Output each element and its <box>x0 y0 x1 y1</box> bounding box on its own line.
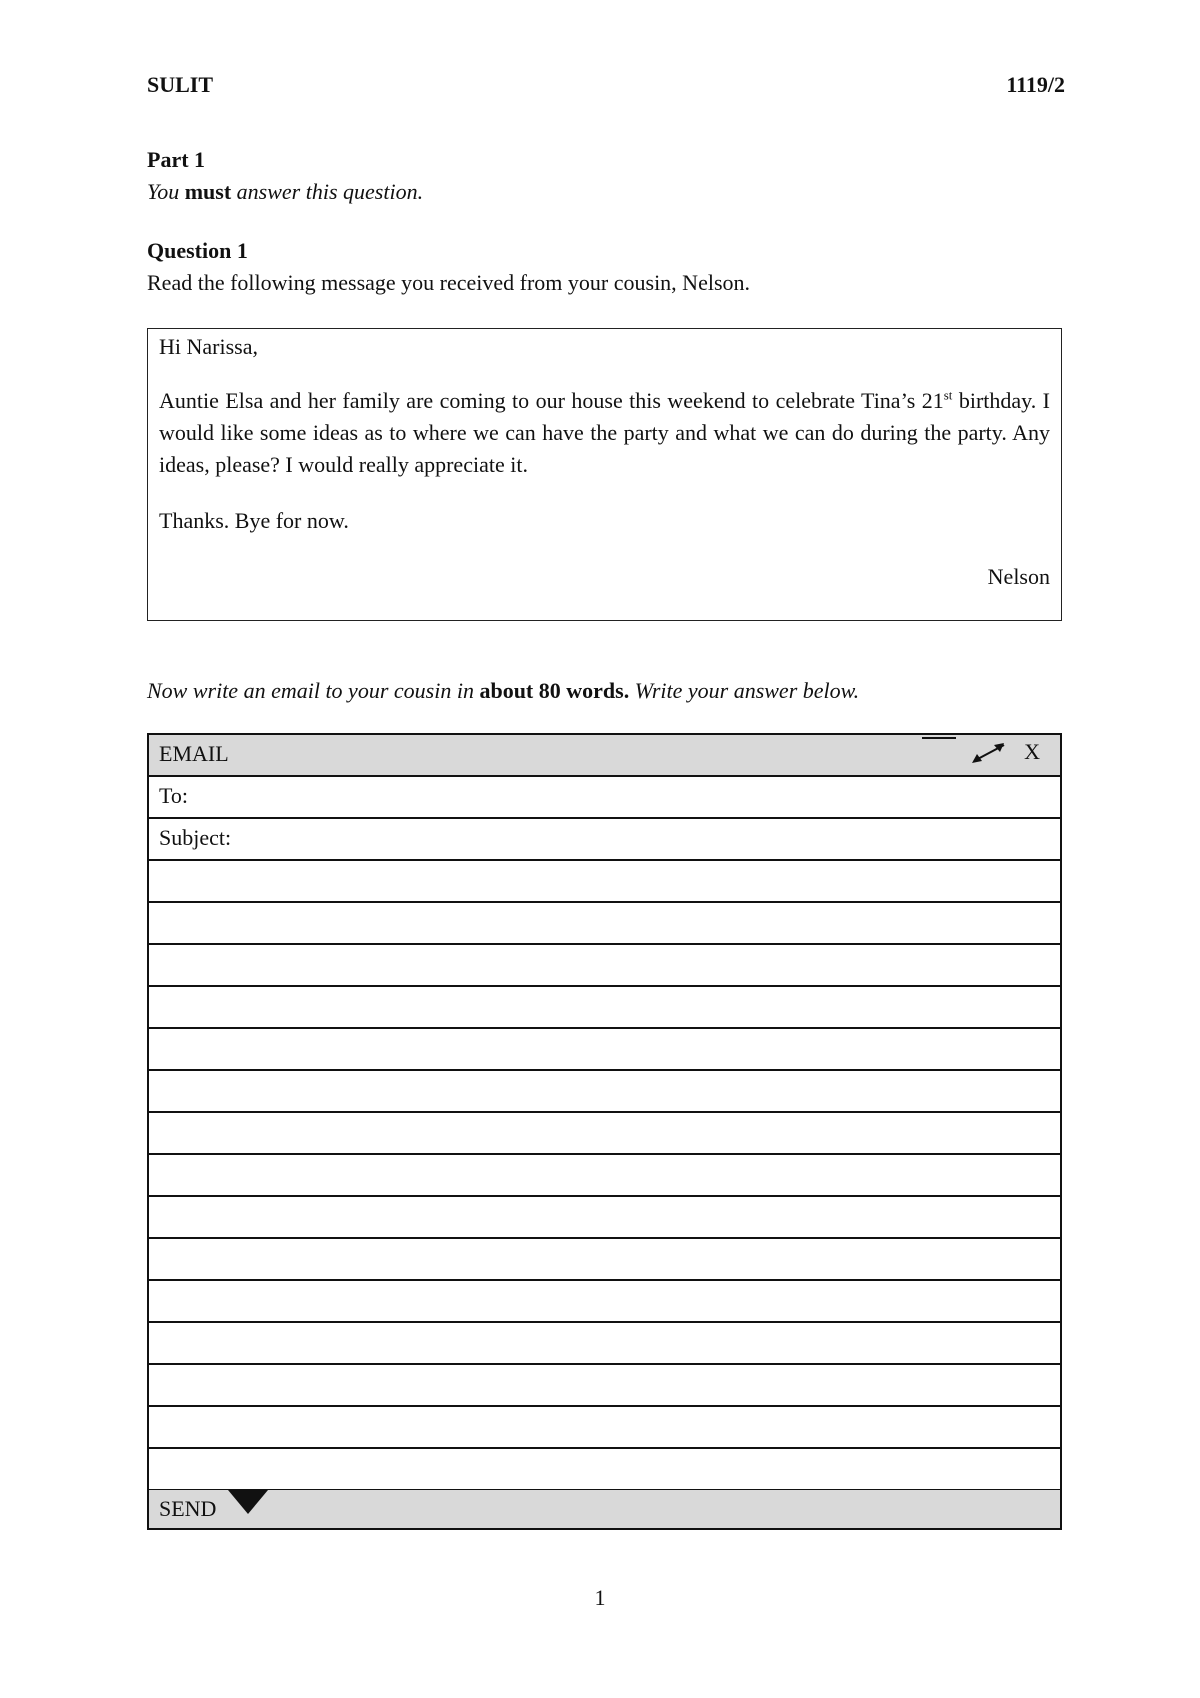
part-title: Part 1 <box>147 147 206 172</box>
page-number: 1 <box>594 1585 606 1610</box>
message-body-part2: birthday. I would like some ideas as to where we can have the party and what we can do during the party. Any ideas, please? I would really appreciate it. <box>159 388 1050 477</box>
send-label[interactable]: SEND <box>159 1496 217 1521</box>
answer-line[interactable] <box>149 861 1060 903</box>
task-instruction <box>147 676 859 706</box>
part-instruction <box>147 177 423 207</box>
message-closing: Thanks. Bye for now. <box>159 508 349 533</box>
message-box <box>147 328 1062 621</box>
email-to-field[interactable] <box>149 777 1060 819</box>
message-body-superscript: st <box>943 387 953 403</box>
answer-line[interactable] <box>149 903 1060 945</box>
instruction-pre: You <box>147 179 180 204</box>
close-icon[interactable]: X <box>1024 739 1040 764</box>
answer-line[interactable] <box>149 1449 1060 1491</box>
question-prompt: Read the following message you received from your cousin, Nelson. <box>147 270 751 295</box>
answer-line[interactable] <box>149 1029 1060 1071</box>
subject-label: Subject: <box>159 825 232 850</box>
email-subject-field[interactable] <box>149 819 1060 861</box>
send-arrow-icon[interactable] <box>228 1490 268 1514</box>
answer-line[interactable] <box>149 1323 1060 1365</box>
answer-line[interactable] <box>149 1155 1060 1197</box>
message-signature: Nelson <box>987 564 1050 589</box>
answer-line[interactable] <box>149 1365 1060 1407</box>
to-label: To: <box>159 783 189 808</box>
task-pre: Now write an email to your cousin in <box>147 678 474 703</box>
answer-line[interactable] <box>149 1407 1060 1449</box>
question-title: Question 1 <box>147 238 248 263</box>
answer-line[interactable] <box>149 1239 1060 1281</box>
task-word-count: about 80 words. <box>479 678 630 703</box>
answer-line[interactable] <box>149 1071 1060 1113</box>
answer-line[interactable] <box>149 987 1060 1029</box>
email-titlebar <box>149 735 1060 777</box>
resize-icon[interactable] <box>970 741 1008 765</box>
answer-line[interactable] <box>149 1281 1060 1323</box>
message-greeting: Hi Narissa, <box>159 334 258 359</box>
header-paper-code: 1119/2 <box>1006 72 1065 97</box>
answer-line[interactable] <box>149 1197 1060 1239</box>
send-bar <box>149 1490 1060 1528</box>
instruction-post: answer this question. <box>236 179 424 204</box>
email-form <box>147 733 1062 1530</box>
instruction-emphasis: must <box>184 179 232 204</box>
minimize-icon[interactable] <box>922 737 956 739</box>
task-post: Write your answer below. <box>634 678 860 703</box>
message-body <box>159 385 1050 481</box>
answer-line[interactable] <box>149 945 1060 987</box>
answer-line[interactable] <box>149 1113 1060 1155</box>
email-title: EMAIL <box>159 741 229 766</box>
message-body-part1: Auntie Elsa and her family are coming to our house this weekend to celebrate Tina’s 21 <box>159 388 944 413</box>
header-classification: SULIT <box>147 72 214 97</box>
